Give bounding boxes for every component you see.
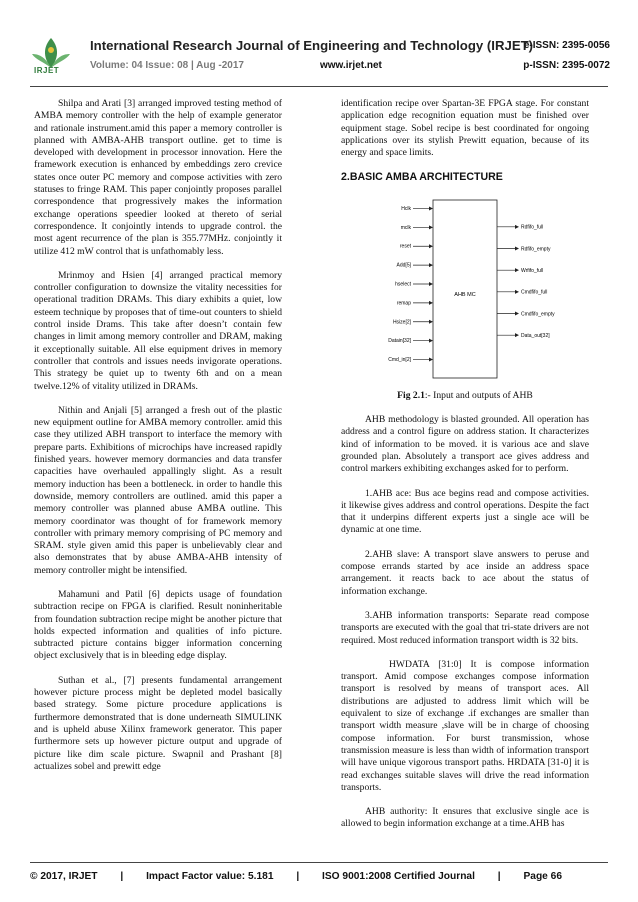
- output-signal-label: Cmdfifo_full: [521, 289, 548, 296]
- pissn: p-ISSN: 2395-0072: [523, 60, 610, 71]
- block-diagram-svg: [341, 194, 589, 384]
- input-arrowhead: [429, 244, 433, 248]
- footer-separator: |: [497, 871, 501, 882]
- input-arrowhead: [429, 301, 433, 305]
- output-arrowhead: [515, 333, 519, 337]
- input-arrowhead: [429, 282, 433, 286]
- footer-page: Page 66: [523, 871, 562, 882]
- input-signal-label: Add[5]: [396, 262, 411, 269]
- block-label: AHB MC: [454, 291, 476, 298]
- footer-separator: |: [120, 871, 124, 882]
- input-signal-label: remap: [396, 300, 411, 307]
- output-arrowhead: [515, 268, 519, 272]
- input-arrowhead: [429, 206, 433, 210]
- figure-caption-text: :- Input and outputs of AHB: [424, 389, 533, 401]
- eissn: e-ISSN: 2395-0056: [523, 40, 610, 51]
- input-signal-label: Datain[32]: [388, 337, 411, 344]
- output-arrowhead: [515, 225, 519, 229]
- paragraph: Shilpa and Arati [3] arranged improved testing method of AMBA memory controller with the help of example generator and rationale instrument.amid this paper a memory controller is planned with AMBA-AHB transport outline. get to time is developed with development in processor innovation. Here the framework execution is enhanced by embeddings zero crevice states once outer PC memory and compose activities with zero statuses to fringe RAM. This paper conjointly proposes parallel correspondence that progressively makes the information exchange operations speedier looked at thereto of serial correspondence. It conjointly intends to upgrade control. the most agent recurrence of the plan is 355.77MHz. conjointly it utilize 412 mW control that is unfathomably less.: [34, 98, 282, 257]
- footer-rule: [30, 862, 608, 863]
- output-arrowhead: [515, 311, 519, 315]
- website-link[interactable]: www.irjet.net: [320, 60, 382, 71]
- paragraph: AHB authority: It ensures that exclusive single ace is allowed to begin information exchange at a time.AHB has: [341, 806, 589, 830]
- footer-copyright: © 2017, IRJET: [30, 871, 98, 882]
- output-signal-label: Rdfifo_empty: [521, 246, 551, 253]
- output-arrowhead: [515, 246, 519, 250]
- paragraph: Nithin and Anjali [5] arranged a fresh out of the plastic new equipment outline for AMBA memory controller. amid this case they utilized ABH transport to interface the memory with prepare parts. Exhibitions of microchips have increased rapidly finished years. however memory dormancies and data transfer capacities have overhauled appallingly slight. As a result memory induction has been a bottleneck. in order to handle this downside, memory controllers are outlined. amid this paper a memory controller was planned abuse AMBA outline. This memory coordinator was thought of for framework memory controller with primary memory comprising of PC memory and SRAM. style given amid this paper is unbelievably clear and also demonstrates that by abuse AMBA-AHB intensity of memory controller might be intensified.: [34, 404, 282, 576]
- input-signal-label: Hclk: [401, 205, 411, 212]
- ahb-block-diagram: [341, 194, 589, 384]
- ahb-mc-block: [433, 200, 497, 378]
- output-signals: [497, 224, 555, 338]
- paragraph: HWDATA [31:0] It is compose information transport. Amid compose exchanges compose information transport is resolved by means of transport aces. All distributions are adjusted to address limit which will be equivalent to size of exchange .if exchanges are smaller than transport width measure ,slave will be in charge of choosing compose information. For burst transmission, whose transmission measure is less than width of information transport will have unique vigorous transport paths. HRDATA [31-0] it is read exchanges suitable slaves will drive the read information transports.: [341, 658, 589, 793]
- input-signal-label: mclk: [400, 224, 411, 231]
- footer-iso: ISO 9001:2008 Certified Journal: [322, 871, 475, 882]
- output-signal-label: Rdfifo_full: [521, 224, 544, 231]
- paragraph: 3.AHB information transports: Separate read compose transports are executed with the goal that tri-state drivers are not required. Most reduced information transport width is 32 bits.: [341, 609, 589, 646]
- footer-impact: Impact Factor value: 5.181: [146, 871, 274, 882]
- section-heading: 2.BASIC AMBA ARCHITECTURE: [341, 171, 503, 184]
- figure-caption-label: Fig 2.1: [397, 389, 425, 401]
- logo-text: IRJET: [34, 66, 60, 75]
- paragraph: 1.AHB ace: Bus ace begins read and compose activities. it likewise gives address and control operations. Despite the fact that it underpins different experts just a single ace will be dynamic at one time.: [341, 487, 589, 536]
- paragraph: 2.AHB slave: A transport slave answers to peruse and compose errands started by ace inside an address space arrangement. it reacts back to ace about the status of information exchange.: [341, 548, 589, 597]
- output-signal-label: Data_out[32]: [521, 332, 550, 339]
- input-signal-label: reset: [399, 243, 411, 250]
- input-arrowhead: [429, 320, 433, 324]
- input-signal-label: Hsize[2]: [392, 319, 411, 326]
- page-footer: [30, 871, 608, 882]
- paragraph: Mahamuni and Patil [6] depicts usage of foundation subtraction recipe on FPGA is clarified. Result noninheritable from foundation subtraction recipe might be another picture that holds expected information and qualities of info picture. subtracted picture contains bigger information concerning object exclusively that is in bleeding edge display.: [34, 588, 282, 662]
- output-signal-label: Wrfifo_full: [521, 267, 544, 274]
- journal-title: International Research Journal of Engineering and Technology (IRJET): [90, 38, 534, 53]
- footer-separator: |: [296, 871, 300, 882]
- output-arrowhead: [515, 290, 519, 294]
- journal-header: [30, 30, 610, 84]
- figure-caption: [341, 390, 589, 402]
- volume-issue: Volume: 04 Issue: 08 | Aug -2017: [90, 60, 244, 71]
- right-column: [341, 98, 589, 843]
- paragraph: identification recipe over Spartan-3E FPGA stage. For constant application edge recognition equation must be finished over equipment stage. Sobel recipe is best coordinated for ongoing applications over its stylish Prewitt equation, because of its energy and space limits.: [341, 98, 589, 159]
- output-signal-label: Cmdfifo_empty: [521, 311, 555, 318]
- paragraph: Mrinmoy and Hsien [4] arranged practical memory controller configuration to downsize the vitality necessities for operational tradition DRAMs. This diary exhibits a quiet, low esteem technique by proposes that of time-out counters to shield control inside Drams. This take after doesn’t contain few changes in limit among memory controller and DRAM, making it exceptionally suitable. All else equipment drives in memory controller that controls and issues needs invigorate operations. This strategy be quiet up to twenty 6th and on a mean twelve.12% of vitality utilized in DRAMs.: [34, 269, 282, 392]
- left-column: [34, 98, 282, 785]
- input-signal-label: hselect: [395, 281, 411, 288]
- header-rule: [30, 86, 608, 87]
- input-arrowhead: [429, 225, 433, 229]
- paragraph: Suthan et al., [7] presents fundamental arrangement however picture process might be depleted model basically based strategy. Some picture procedure applications is furthermore demonstrated that is done underneath SIMULINK and is upheld abuse Xilinx framework generator. This paper furthermore sets up however picture output and upgrade of picture like dim scale picture. Swapnil and Prashant [8] actualizes sobel and prewitt edge: [34, 674, 282, 772]
- irjet-logo-icon: [30, 36, 72, 82]
- paragraph: AHB methodology is blasted grounded. All operation has address and a control figure on address station. It characterizes kind of information to be moved. it is various ace and slave grounded plan. Absolutely a transport ace gives address and control markers exhibiting exchanges asked for to perform.: [341, 414, 589, 475]
- input-signal-label: Cmd_in[2]: [388, 356, 411, 363]
- input-arrowhead: [429, 357, 433, 361]
- input-signals: [388, 206, 433, 363]
- input-arrowhead: [429, 263, 433, 267]
- input-arrowhead: [429, 338, 433, 342]
